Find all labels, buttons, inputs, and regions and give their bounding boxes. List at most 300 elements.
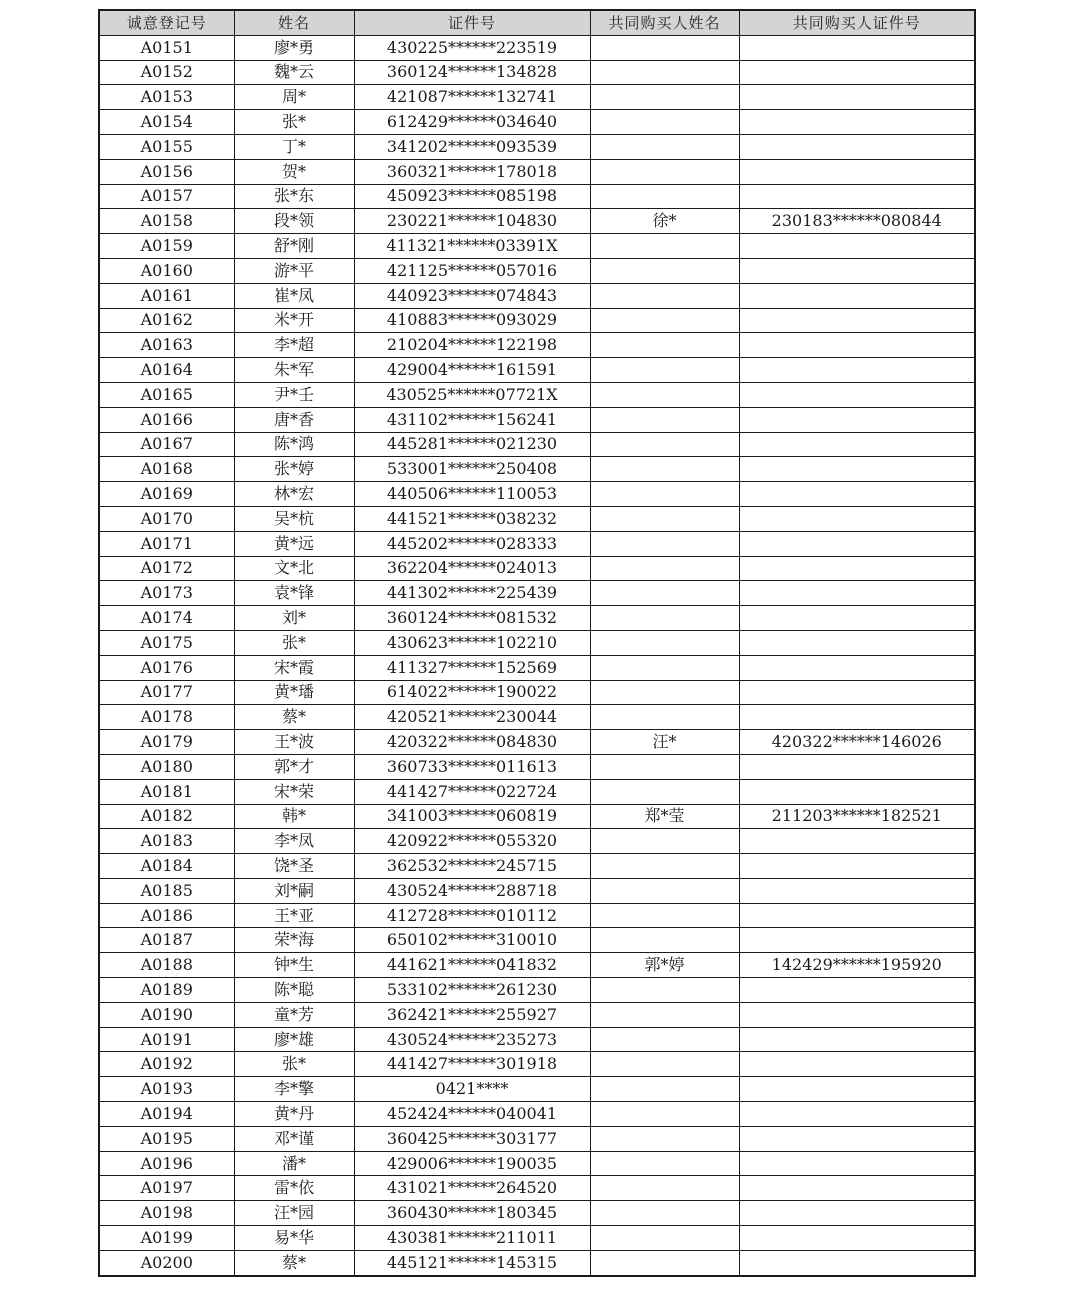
name-cell: 蔡* xyxy=(234,705,354,730)
registration-number-cell: A0191 xyxy=(99,1027,234,1052)
id-number-cell: 412728******010112 xyxy=(354,903,590,928)
co-buyer-id-cell xyxy=(739,581,975,606)
co-buyer-id-cell xyxy=(739,134,975,159)
name-cell: 潘* xyxy=(234,1151,354,1176)
co-buyer-name-cell xyxy=(590,134,739,159)
co-buyer-name-cell xyxy=(590,1027,739,1052)
name-cell: 钟*生 xyxy=(234,953,354,978)
registration-number-cell: A0166 xyxy=(99,407,234,432)
table-row xyxy=(99,854,975,879)
id-number-cell: 650102******310010 xyxy=(354,928,590,953)
co-buyer-id-cell xyxy=(739,60,975,85)
co-buyer-id-cell xyxy=(739,308,975,333)
name-cell: 张*婷 xyxy=(234,457,354,482)
co-buyer-id-cell xyxy=(739,1027,975,1052)
co-buyer-id-cell: 142429******195920 xyxy=(739,953,975,978)
table-row xyxy=(99,1226,975,1251)
registration-number-cell: A0160 xyxy=(99,258,234,283)
registration-number-cell: A0174 xyxy=(99,606,234,631)
registration-number-cell: A0164 xyxy=(99,358,234,383)
registration-number-cell: A0163 xyxy=(99,333,234,358)
co-buyer-id-cell xyxy=(739,35,975,60)
id-number-cell: 341202******093539 xyxy=(354,134,590,159)
id-number-cell: 360425******303177 xyxy=(354,1126,590,1151)
id-number-cell: 430524******235273 xyxy=(354,1027,590,1052)
table-row xyxy=(99,35,975,60)
registration-number-cell: A0189 xyxy=(99,978,234,1003)
co-buyer-id-cell xyxy=(739,457,975,482)
registration-number-cell: A0155 xyxy=(99,134,234,159)
registration-number-cell: A0182 xyxy=(99,804,234,829)
co-buyer-name-cell: 徐* xyxy=(590,209,739,234)
co-buyer-name-cell xyxy=(590,606,739,631)
name-cell: 黄*丹 xyxy=(234,1102,354,1127)
registration-number-cell: A0153 xyxy=(99,85,234,110)
co-buyer-name-cell xyxy=(590,1102,739,1127)
co-buyer-name-cell xyxy=(590,85,739,110)
name-cell: 朱*军 xyxy=(234,358,354,383)
id-number-cell: 441521******038232 xyxy=(354,506,590,531)
co-buyer-id-cell: 420322******146026 xyxy=(739,730,975,755)
name-cell: 周* xyxy=(234,85,354,110)
id-number-cell: 362421******255927 xyxy=(354,1002,590,1027)
co-buyer-name-cell xyxy=(590,457,739,482)
id-number-cell: 440506******110053 xyxy=(354,482,590,507)
id-number-cell: 441302******225439 xyxy=(354,581,590,606)
co-buyer-name-cell: 汪* xyxy=(590,730,739,755)
table-row xyxy=(99,829,975,854)
co-buyer-name-cell xyxy=(590,1126,739,1151)
co-buyer-id-cell: 211203******182521 xyxy=(739,804,975,829)
name-cell: 张* xyxy=(234,110,354,135)
name-cell: 宋*霞 xyxy=(234,655,354,680)
co-buyer-name-cell xyxy=(590,630,739,655)
header-co-buyer-name: 共同购买人姓名 xyxy=(590,10,739,35)
co-buyer-id-cell xyxy=(739,878,975,903)
co-buyer-name-cell xyxy=(590,1052,739,1077)
name-cell: 黄*远 xyxy=(234,531,354,556)
id-number-cell: 420922******055320 xyxy=(354,829,590,854)
table-body xyxy=(99,35,975,1275)
registration-number-cell: A0186 xyxy=(99,903,234,928)
table-row xyxy=(99,283,975,308)
name-cell: 童*芳 xyxy=(234,1002,354,1027)
id-number-cell: 360124******081532 xyxy=(354,606,590,631)
co-buyer-name-cell xyxy=(590,1002,739,1027)
id-number-cell: 411321******03391X xyxy=(354,234,590,259)
co-buyer-name-cell xyxy=(590,35,739,60)
id-number-cell: 614022******190022 xyxy=(354,680,590,705)
co-buyer-id-cell xyxy=(739,680,975,705)
name-cell: 文*北 xyxy=(234,556,354,581)
id-number-cell: 230221******104830 xyxy=(354,209,590,234)
name-cell: 李*超 xyxy=(234,333,354,358)
id-number-cell: 341003******060819 xyxy=(354,804,590,829)
co-buyer-id-cell xyxy=(739,1250,975,1275)
id-number-cell: 450923******085198 xyxy=(354,184,590,209)
co-buyer-id-cell xyxy=(739,506,975,531)
co-buyer-name-cell xyxy=(590,482,739,507)
co-buyer-id-cell xyxy=(739,85,975,110)
co-buyer-name-cell xyxy=(590,358,739,383)
name-cell: 宋*荣 xyxy=(234,779,354,804)
co-buyer-id-cell xyxy=(739,258,975,283)
table-row xyxy=(99,705,975,730)
co-buyer-id-cell xyxy=(739,705,975,730)
co-buyer-id-cell xyxy=(739,903,975,928)
co-buyer-name-cell xyxy=(590,556,739,581)
id-number-cell: 360430******180345 xyxy=(354,1201,590,1226)
co-buyer-name-cell xyxy=(590,1151,739,1176)
registration-number-cell: A0161 xyxy=(99,283,234,308)
co-buyer-name-cell xyxy=(590,333,739,358)
id-number-cell: 360321******178018 xyxy=(354,159,590,184)
id-number-cell: 445121******145315 xyxy=(354,1250,590,1275)
co-buyer-name-cell xyxy=(590,159,739,184)
co-buyer-id-cell xyxy=(739,1201,975,1226)
name-cell: 汪*园 xyxy=(234,1201,354,1226)
registration-number-cell: A0151 xyxy=(99,35,234,60)
name-cell: 林*宏 xyxy=(234,482,354,507)
name-cell: 荣*海 xyxy=(234,928,354,953)
registration-number-cell: A0187 xyxy=(99,928,234,953)
registration-number-cell: A0157 xyxy=(99,184,234,209)
table-row xyxy=(99,804,975,829)
co-buyer-id-cell xyxy=(739,1126,975,1151)
id-number-cell: 452424******040041 xyxy=(354,1102,590,1127)
table-row xyxy=(99,382,975,407)
name-cell: 廖*勇 xyxy=(234,35,354,60)
registration-number-cell: A0200 xyxy=(99,1250,234,1275)
registration-number-cell: A0196 xyxy=(99,1151,234,1176)
co-buyer-id-cell xyxy=(739,779,975,804)
id-number-cell: 420521******230044 xyxy=(354,705,590,730)
co-buyer-id-cell: 230183******080844 xyxy=(739,209,975,234)
name-cell: 崔*凤 xyxy=(234,283,354,308)
registration-number-cell: A0169 xyxy=(99,482,234,507)
co-buyer-name-cell xyxy=(590,978,739,1003)
header-id-number: 证件号 xyxy=(354,10,590,35)
registration-number-cell: A0183 xyxy=(99,829,234,854)
registration-number-cell: A0185 xyxy=(99,878,234,903)
co-buyer-name-cell xyxy=(590,1250,739,1275)
registration-number-cell: A0177 xyxy=(99,680,234,705)
name-cell: 张*东 xyxy=(234,184,354,209)
id-number-cell: 0421**** xyxy=(354,1077,590,1102)
id-number-cell: 410883******093029 xyxy=(354,308,590,333)
table-row xyxy=(99,1176,975,1201)
registration-number-cell: A0173 xyxy=(99,581,234,606)
name-cell: 段*领 xyxy=(234,209,354,234)
id-number-cell: 362204******024013 xyxy=(354,556,590,581)
table-row xyxy=(99,308,975,333)
table-row xyxy=(99,1002,975,1027)
table-row xyxy=(99,1151,975,1176)
name-cell: 刘*嗣 xyxy=(234,878,354,903)
co-buyer-id-cell xyxy=(739,283,975,308)
co-buyer-id-cell xyxy=(739,606,975,631)
name-cell: 饶*圣 xyxy=(234,854,354,879)
co-buyer-id-cell xyxy=(739,184,975,209)
table-row xyxy=(99,134,975,159)
registration-number-cell: A0171 xyxy=(99,531,234,556)
table-row xyxy=(99,333,975,358)
registration-table xyxy=(98,9,976,1277)
co-buyer-name-cell: 郑*莹 xyxy=(590,804,739,829)
name-cell: 李*擎 xyxy=(234,1077,354,1102)
name-cell: 丁* xyxy=(234,134,354,159)
name-cell: 陈*聪 xyxy=(234,978,354,1003)
name-cell: 王*亚 xyxy=(234,903,354,928)
table-row xyxy=(99,432,975,457)
registration-number-cell: A0175 xyxy=(99,630,234,655)
co-buyer-name-cell xyxy=(590,283,739,308)
name-cell: 黄*璠 xyxy=(234,680,354,705)
co-buyer-name-cell xyxy=(590,1077,739,1102)
registration-number-cell: A0184 xyxy=(99,854,234,879)
co-buyer-id-cell xyxy=(739,159,975,184)
table-row xyxy=(99,407,975,432)
table-row xyxy=(99,531,975,556)
id-number-cell: 441427******022724 xyxy=(354,779,590,804)
co-buyer-id-cell xyxy=(739,1077,975,1102)
table-row xyxy=(99,1201,975,1226)
id-number-cell: 533001******250408 xyxy=(354,457,590,482)
id-number-cell: 533102******261230 xyxy=(354,978,590,1003)
co-buyer-name-cell xyxy=(590,1176,739,1201)
co-buyer-id-cell xyxy=(739,407,975,432)
name-cell: 唐*香 xyxy=(234,407,354,432)
co-buyer-name-cell xyxy=(590,878,739,903)
co-buyer-id-cell xyxy=(739,556,975,581)
registration-number-cell: A0193 xyxy=(99,1077,234,1102)
name-cell: 郭*才 xyxy=(234,754,354,779)
name-cell: 易*华 xyxy=(234,1226,354,1251)
registration-number-cell: A0195 xyxy=(99,1126,234,1151)
header-co-buyer-id-number: 共同购买人证件号 xyxy=(739,10,975,35)
co-buyer-id-cell xyxy=(739,1151,975,1176)
co-buyer-name-cell: 郭*婷 xyxy=(590,953,739,978)
registration-number-cell: A0165 xyxy=(99,382,234,407)
co-buyer-id-cell xyxy=(739,110,975,135)
id-number-cell: 411327******152569 xyxy=(354,655,590,680)
co-buyer-name-cell xyxy=(590,779,739,804)
co-buyer-name-cell xyxy=(590,1226,739,1251)
id-number-cell: 420322******084830 xyxy=(354,730,590,755)
name-cell: 吴*杭 xyxy=(234,506,354,531)
co-buyer-id-cell xyxy=(739,854,975,879)
name-cell: 张* xyxy=(234,1052,354,1077)
table-row xyxy=(99,1077,975,1102)
id-number-cell: 440923******074843 xyxy=(354,283,590,308)
table-row xyxy=(99,680,975,705)
co-buyer-name-cell xyxy=(590,680,739,705)
registration-number-cell: A0181 xyxy=(99,779,234,804)
co-buyer-name-cell xyxy=(590,407,739,432)
registration-number-cell: A0167 xyxy=(99,432,234,457)
name-cell: 刘* xyxy=(234,606,354,631)
table-row xyxy=(99,1027,975,1052)
co-buyer-name-cell xyxy=(590,581,739,606)
co-buyer-id-cell xyxy=(739,1002,975,1027)
co-buyer-name-cell xyxy=(590,308,739,333)
header-registration-number: 诚意登记号 xyxy=(99,10,234,35)
registration-number-cell: A0192 xyxy=(99,1052,234,1077)
id-number-cell: 430623******102210 xyxy=(354,630,590,655)
id-number-cell: 210204******122198 xyxy=(354,333,590,358)
co-buyer-name-cell xyxy=(590,60,739,85)
table-row xyxy=(99,978,975,1003)
co-buyer-name-cell xyxy=(590,432,739,457)
id-number-cell: 429004******161591 xyxy=(354,358,590,383)
name-cell: 雷*依 xyxy=(234,1176,354,1201)
co-buyer-id-cell xyxy=(739,1176,975,1201)
table-row xyxy=(99,60,975,85)
co-buyer-name-cell xyxy=(590,854,739,879)
registration-number-cell: A0179 xyxy=(99,730,234,755)
table-row xyxy=(99,159,975,184)
name-cell: 张* xyxy=(234,630,354,655)
registration-number-cell: A0199 xyxy=(99,1226,234,1251)
id-number-cell: 360733******011613 xyxy=(354,754,590,779)
table-row xyxy=(99,903,975,928)
id-number-cell: 445202******028333 xyxy=(354,531,590,556)
table-row xyxy=(99,85,975,110)
registration-number-cell: A0197 xyxy=(99,1176,234,1201)
name-cell: 李*凤 xyxy=(234,829,354,854)
co-buyer-name-cell xyxy=(590,506,739,531)
co-buyer-id-cell xyxy=(739,382,975,407)
table-row xyxy=(99,754,975,779)
co-buyer-id-cell xyxy=(739,234,975,259)
table-row xyxy=(99,878,975,903)
name-cell: 游*平 xyxy=(234,258,354,283)
table-row xyxy=(99,606,975,631)
co-buyer-id-cell xyxy=(739,1226,975,1251)
name-cell: 王*波 xyxy=(234,730,354,755)
name-cell: 舒*刚 xyxy=(234,234,354,259)
id-number-cell: 430381******211011 xyxy=(354,1226,590,1251)
table-row xyxy=(99,928,975,953)
header-name: 姓名 xyxy=(234,10,354,35)
co-buyer-id-cell xyxy=(739,482,975,507)
registration-number-cell: A0162 xyxy=(99,308,234,333)
co-buyer-id-cell xyxy=(739,655,975,680)
id-number-cell: 362532******245715 xyxy=(354,854,590,879)
table-row xyxy=(99,730,975,755)
name-cell: 魏*云 xyxy=(234,60,354,85)
co-buyer-id-cell xyxy=(739,630,975,655)
table-row xyxy=(99,258,975,283)
table-row xyxy=(99,1126,975,1151)
co-buyer-name-cell xyxy=(590,531,739,556)
id-number-cell: 441621******041832 xyxy=(354,953,590,978)
registration-number-cell: A0194 xyxy=(99,1102,234,1127)
id-number-cell: 421125******057016 xyxy=(354,258,590,283)
id-number-cell: 612429******034640 xyxy=(354,110,590,135)
name-cell: 袁*锋 xyxy=(234,581,354,606)
table-row xyxy=(99,953,975,978)
name-cell: 廖*雄 xyxy=(234,1027,354,1052)
table-row xyxy=(99,184,975,209)
co-buyer-id-cell xyxy=(739,531,975,556)
co-buyer-name-cell xyxy=(590,258,739,283)
registration-number-cell: A0170 xyxy=(99,506,234,531)
co-buyer-id-cell xyxy=(739,358,975,383)
name-cell: 贺* xyxy=(234,159,354,184)
name-cell: 韩* xyxy=(234,804,354,829)
registration-number-cell: A0190 xyxy=(99,1002,234,1027)
registration-number-cell: A0178 xyxy=(99,705,234,730)
registration-number-cell: A0188 xyxy=(99,953,234,978)
co-buyer-name-cell xyxy=(590,705,739,730)
name-cell: 邓*谨 xyxy=(234,1126,354,1151)
co-buyer-name-cell xyxy=(590,928,739,953)
table-row xyxy=(99,556,975,581)
table-row xyxy=(99,1250,975,1275)
table-row xyxy=(99,506,975,531)
co-buyer-name-cell xyxy=(590,903,739,928)
registration-number-cell: A0152 xyxy=(99,60,234,85)
co-buyer-id-cell xyxy=(739,333,975,358)
co-buyer-id-cell xyxy=(739,432,975,457)
id-number-cell: 430524******288718 xyxy=(354,878,590,903)
table-row xyxy=(99,1102,975,1127)
registration-number-cell: A0168 xyxy=(99,457,234,482)
co-buyer-name-cell xyxy=(590,234,739,259)
co-buyer-id-cell xyxy=(739,829,975,854)
table-row xyxy=(99,581,975,606)
co-buyer-name-cell xyxy=(590,184,739,209)
name-cell: 米*开 xyxy=(234,308,354,333)
id-number-cell: 430225******223519 xyxy=(354,35,590,60)
co-buyer-name-cell xyxy=(590,382,739,407)
id-number-cell: 360124******134828 xyxy=(354,60,590,85)
id-number-cell: 430525******07721X xyxy=(354,382,590,407)
table-header-row xyxy=(99,10,975,35)
registration-number-cell: A0180 xyxy=(99,754,234,779)
name-cell: 尹*壬 xyxy=(234,382,354,407)
registration-number-cell: A0198 xyxy=(99,1201,234,1226)
co-buyer-name-cell xyxy=(590,110,739,135)
co-buyer-name-cell xyxy=(590,754,739,779)
table-row xyxy=(99,209,975,234)
id-number-cell: 445281******021230 xyxy=(354,432,590,457)
co-buyer-id-cell xyxy=(739,1102,975,1127)
co-buyer-name-cell xyxy=(590,655,739,680)
table-row xyxy=(99,630,975,655)
co-buyer-name-cell xyxy=(590,1201,739,1226)
table-row xyxy=(99,482,975,507)
table-row xyxy=(99,655,975,680)
id-number-cell: 431102******156241 xyxy=(354,407,590,432)
table-row xyxy=(99,358,975,383)
table-row xyxy=(99,457,975,482)
name-cell: 陈*鸿 xyxy=(234,432,354,457)
co-buyer-id-cell xyxy=(739,978,975,1003)
name-cell: 蔡* xyxy=(234,1250,354,1275)
registration-number-cell: A0172 xyxy=(99,556,234,581)
id-number-cell: 421087******132741 xyxy=(354,85,590,110)
registration-number-cell: A0156 xyxy=(99,159,234,184)
co-buyer-id-cell xyxy=(739,1052,975,1077)
registration-number-cell: A0158 xyxy=(99,209,234,234)
table-row xyxy=(99,110,975,135)
id-number-cell: 431021******264520 xyxy=(354,1176,590,1201)
co-buyer-name-cell xyxy=(590,829,739,854)
id-number-cell: 429006******190035 xyxy=(354,1151,590,1176)
table-row xyxy=(99,779,975,804)
